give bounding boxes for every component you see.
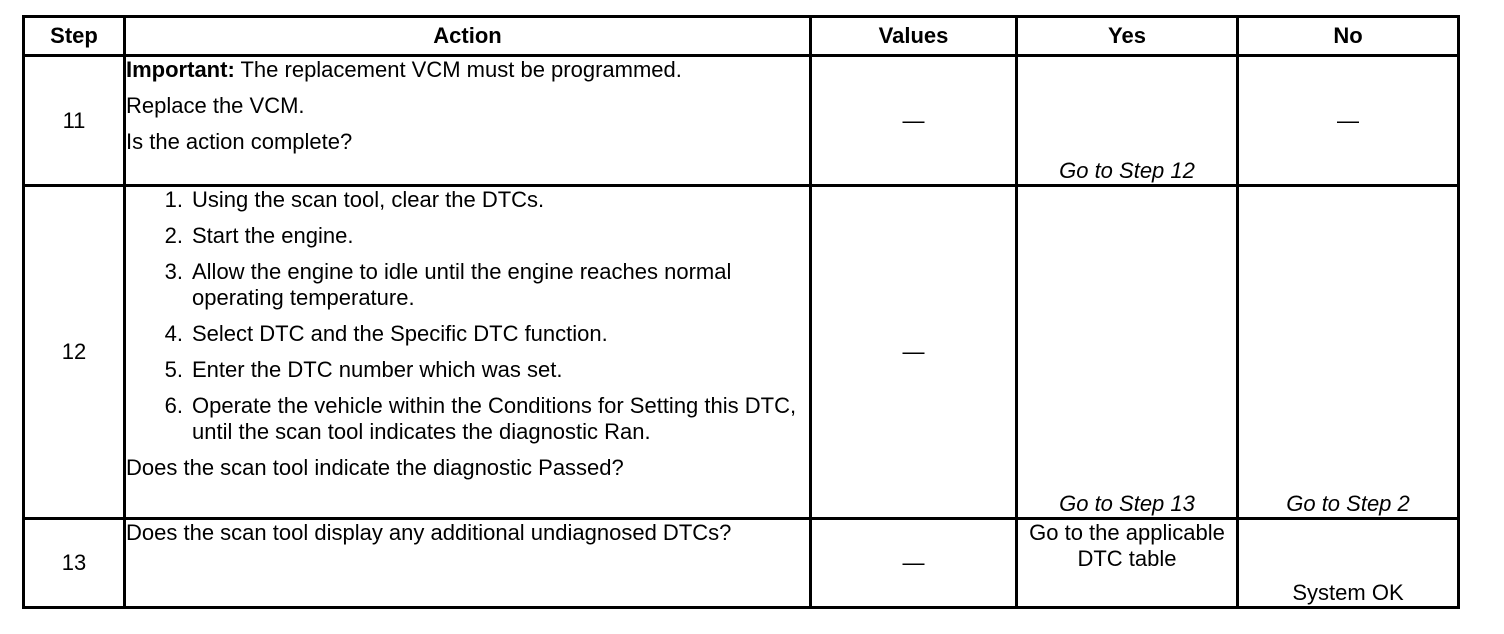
list-item-text: Using the scan tool, clear the DTCs. [192, 187, 545, 212]
header-action: Action [125, 17, 811, 56]
action-line: Replace the VCM. [126, 93, 305, 118]
no-cell: — [1238, 56, 1459, 186]
step-number: 12 [24, 186, 125, 519]
header-no: No [1238, 17, 1459, 56]
table-row [24, 519, 1459, 608]
values-cell: — [811, 519, 1017, 608]
yes-cell: Go to Step 12 [1017, 56, 1238, 186]
values-cell: — [811, 56, 1017, 186]
list-item-number: 2. [164, 223, 183, 248]
action-question: Is the action complete? [126, 129, 353, 154]
table-row [24, 186, 1459, 519]
action-question: Does the scan tool indicate the diagnostic Passed? [126, 455, 624, 480]
list-item-text: Operate the vehicle within the Conditions for Setting this DTC, until the scan tool indicates the diagnostic Ran. [192, 393, 797, 444]
list-item-number: 5. [164, 357, 183, 382]
list-item-number: 6. [164, 393, 183, 418]
step-number: 11 [24, 56, 125, 186]
yes-cell: Go to Step 13 [1017, 186, 1238, 519]
action-cell [125, 186, 811, 519]
important-text: The replacement VCM must be programmed. [234, 57, 682, 82]
header-yes: Yes [1017, 17, 1238, 56]
list-item-number: 1. [164, 187, 183, 212]
important-label: Important: [126, 57, 235, 82]
action-cell [125, 56, 811, 186]
table-row [24, 56, 1459, 186]
action-question: Does the scan tool display any additional undiagnosed DTCs? [125, 519, 811, 608]
list-item-text: Enter the DTC number which was set. [192, 357, 563, 382]
diagnostic-table [22, 15, 1460, 609]
list-item [126, 357, 809, 383]
header-row [24, 17, 1459, 56]
list-item [126, 321, 809, 347]
list-item [126, 223, 809, 249]
list-item-text: Allow the engine to idle until the engine reaches normal operating temperature. [192, 259, 732, 310]
list-item-text: Select DTC and the Specific DTC function. [192, 321, 608, 346]
no-cell: Go to Step 2 [1238, 186, 1459, 519]
list-item [126, 259, 809, 311]
important-note [126, 57, 809, 83]
yes-cell: Go to the applicable DTC table [1017, 519, 1238, 608]
step-number: 13 [24, 519, 125, 608]
header-values: Values [811, 17, 1017, 56]
header-step: Step [24, 17, 125, 56]
list-item-text: Start the engine. [192, 223, 354, 248]
list-item-number: 4. [164, 321, 183, 346]
values-cell: — [811, 186, 1017, 519]
list-item-number: 3. [164, 259, 183, 284]
list-item [126, 393, 809, 445]
procedure-list [126, 187, 809, 445]
list-item [126, 187, 809, 213]
no-cell: System OK [1238, 519, 1459, 608]
